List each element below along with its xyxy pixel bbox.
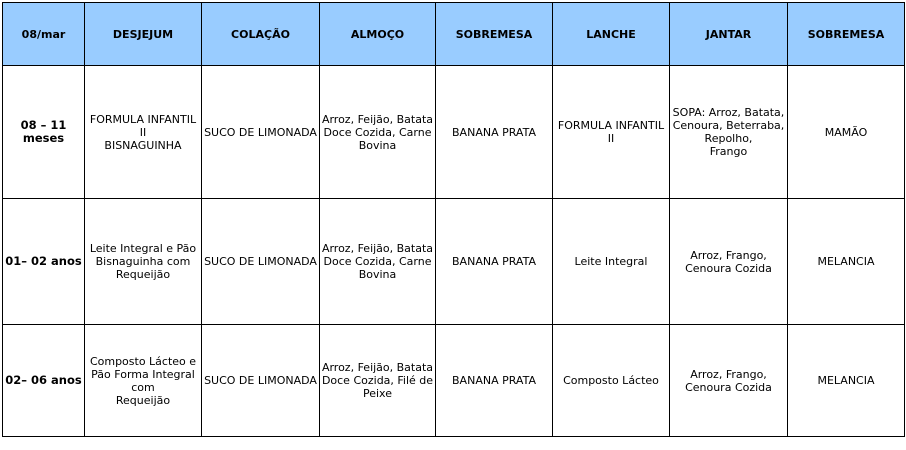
header-date: 08/mar [3,3,85,66]
header-row [3,3,905,66]
age-group-cell: 01– 02 anos [3,199,85,325]
table-row [3,325,905,437]
header-almoco: ALMOÇO [320,3,436,66]
age-group-cell: 08 – 11 meses [3,66,85,199]
sobremesa-lunch-cell: BANANA PRATA [436,199,553,325]
sobremesa-dinner-cell: MAMÃO [788,66,905,199]
colacao-cell: SUCO DE LIMONADA [202,199,320,325]
almoco-cell: Arroz, Feijão, Batata Doce Cozida, Filé de Peixe [320,325,436,437]
almoco-cell: Arroz, Feijão, Batata Doce Cozida, Carne Bovina [320,199,436,325]
lanche-cell: Leite Integral [553,199,670,325]
desjejum-cell: Composto Lácteo e Pão Forma Integral com Requeijão [85,325,202,437]
header-desjejum: DESJEJUM [85,3,202,66]
header-sobremesa-dinner: SOBREMESA [788,3,905,66]
header-lanche: LANCHE [553,3,670,66]
lanche-cell: FORMULA INFANTIL II [553,66,670,199]
sobremesa-dinner-cell: MELANCIA [788,325,905,437]
almoco-cell: Arroz, Feijão, Batata Doce Cozida, Carne Bovina [320,66,436,199]
colacao-cell: SUCO DE LIMONADA [202,325,320,437]
sobremesa-dinner-cell: MELANCIA [788,199,905,325]
header-colacao: COLAÇÃO [202,3,320,66]
header-jantar: JANTAR [670,3,788,66]
table-row [3,199,905,325]
colacao-cell: SUCO DE LIMONADA [202,66,320,199]
meal-schedule-table [2,2,905,437]
desjejum-cell: Leite Integral e Pão Bisnaguinha com Requeijão [85,199,202,325]
sobremesa-lunch-cell: BANANA PRATA [436,325,553,437]
jantar-cell: Arroz, Frango, Cenoura Cozida [670,325,788,437]
table-row [3,66,905,199]
jantar-cell: Arroz, Frango, Cenoura Cozida [670,199,788,325]
header-sobremesa-lunch: SOBREMESA [436,3,553,66]
lanche-cell: Composto Lácteo [553,325,670,437]
sobremesa-lunch-cell: BANANA PRATA [436,66,553,199]
desjejum-cell: FORMULA INFANTIL II BISNAGUINHA [85,66,202,199]
jantar-cell: SOPA: Arroz, Batata, Cenoura, Beterraba, Repolho, Frango [670,66,788,199]
age-group-cell: 02– 06 anos [3,325,85,437]
